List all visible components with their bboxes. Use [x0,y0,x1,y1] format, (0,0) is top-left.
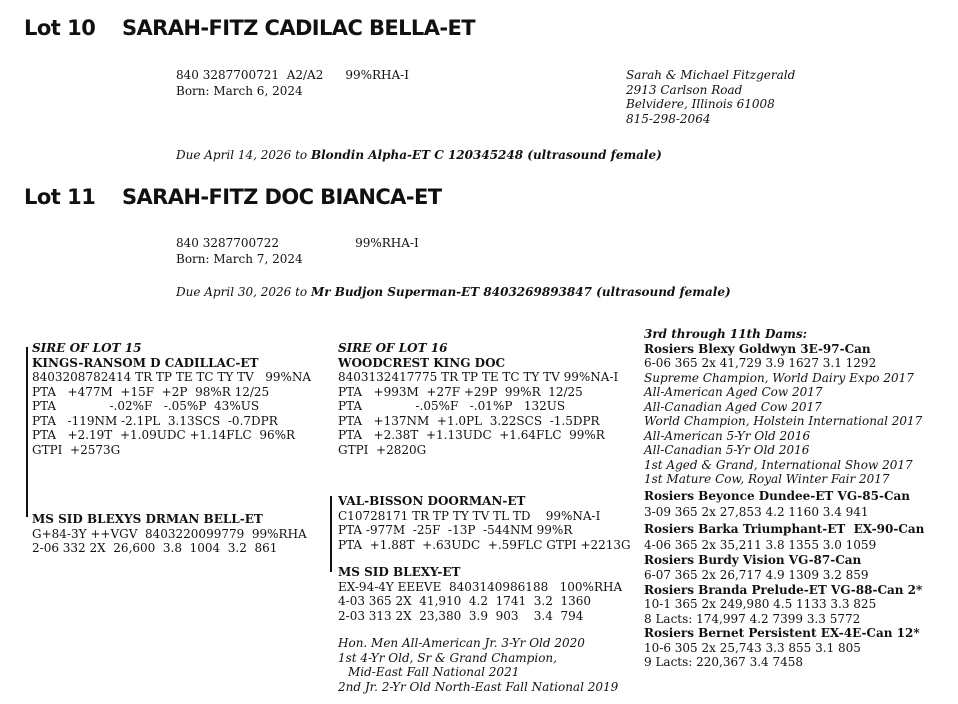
granddam-honor: Mid-East Fall National 2021 [348,665,520,679]
lot10-name: SARAH-FITZ CADILAC BELLA-ET [122,16,475,40]
granddam-line: EX-94-4Y EEEVE 8403140986188 100%RHA [338,579,623,594]
dam-honor: Supreme Champion, World Dairy Expo 2017 [644,370,914,385]
sire16-heading: SIRE OF LOT 16 [338,341,448,355]
sire15-line: PTA -119NM -2.1PL 3.13SCS -0.7DPR [32,413,278,428]
dam-honor: All-Canadian Aged Cow 2017 [644,399,822,414]
granddam-block [338,565,622,623]
lot11-id [176,236,419,251]
dam15-line: 2-06 332 2X 26,600 3.8 1004 3.2 861 [32,541,278,555]
lot10-id [176,68,409,83]
consignor-name: Sarah & Michael Fitzgerald [626,68,796,82]
granddam-honor: Hon. Men All-American Jr. 3-Yr Old 2020 [338,636,585,650]
lot11-rha: 99%RHA-I [355,236,419,250]
lot11-name: SARAH-FITZ DOC BIANCA-ET [122,185,442,209]
sire16-line: 8403132417775 TR TP TE TC TY TV 99%NA-I [338,370,619,384]
lot11-due-service: Mr Budjon Superman-ET 8403269893847 (ultrasound female) [310,285,731,299]
granddam-honor: 2nd Jr. 2-Yr Old North-East Fall National 2019 [338,679,619,694]
granddam-honor: 1st 4-Yr Old, Sr & Grand Champion, [338,650,557,665]
sire15-line: PTA -.02%F -.05%P 43%US [32,399,260,413]
dam-record: 9 Lacts: 220,367 3.4 7458 [644,655,804,669]
mgs-line: PTA +1.88T +.63UDC +.59FLC GTPI +2213G [338,537,631,552]
mgs-line: PTA -977M -25F -13P -544NM 99%R [338,523,573,537]
sire16-line: PTA -.05%F -.01%P 132US [338,399,566,413]
dam-name: Rosiers Blexy Goldwyn 3E-97-Can [644,341,871,356]
dam-record: 8 Lacts: 174,997 4.2 7399 3.3 5772 [644,611,861,626]
dam-name: Rosiers Beyonce Dundee-ET VG-85-Can [644,488,911,503]
mgs-line: C10728171 TR TP TY TV TL TD 99%NA-I [338,508,601,523]
dam-honor: All-Canadian 5-Yr Old 2016 [644,443,810,457]
granddam-line: 4-03 365 2X 41,910 4.2 1741 3.2 1360 [338,594,592,608]
sire15-line: 8403208782414 TR TP TE TC TY TV 99%NA [32,370,312,384]
sire16-line: PTA +2.38T +1.13UDC +1.64FLC 99%R [338,428,605,442]
dam-record: 6-07 365 2x 26,717 4.9 1309 3.2 859 [644,568,869,582]
lot11-due-prefix: Due April 30, 2026 to [176,285,311,299]
dams-column [644,327,924,670]
mgs-block [338,494,631,552]
dam15-line: G+84-3Y ++VGV 8403220099779 99%RHA [32,526,307,541]
lot10-rha: 99%RHA-I [345,68,409,82]
sire15-line: PTA +477M +15F +2P 98%R 12/25 [32,384,270,399]
dam-honor: World Champion, Holstein International 2017 [644,414,923,428]
dam-name: Rosiers Bernet Persistent EX-4E-Can 12* [644,626,920,640]
dam-honor: 1st Aged & Grand, International Show 2017 [644,457,913,472]
dam15-name: MS SID BLEXYS DRMAN BELL-ET [32,512,263,526]
dams-heading: 3rd through 11th Dams: [644,327,808,341]
lot10-id-line: 840 3287700721 A2/A2 [176,68,324,82]
sire15-line: PTA +2.19T +1.09UDC +1.14FLC 96%R [32,428,296,442]
sire16-line: GTPI +2820G [338,442,427,457]
pedigree-bracket-left [26,347,28,517]
sire16-line: PTA +137NM +1.0PL 3.22SCS -1.5DPR [338,413,600,428]
sire15-block [32,341,311,457]
lot10-number: Lot 10 [24,16,96,40]
sire15-heading: SIRE OF LOT 15 [32,341,142,355]
dam-record: 4-06 365 2x 35,211 3.8 1355 3.0 1059 [644,538,877,552]
lot10-consignor [626,68,795,126]
dam-name: Rosiers Branda Prelude-ET VG-88-Can 2* [644,582,923,597]
dam-record: 10-1 365 2x 249,980 4.5 1133 3.3 825 [644,597,877,611]
lot10-due-service: Blondin Alpha-ET C 120345248 (ultrasound female) [310,148,662,162]
sire15-line: GTPI +2573G [32,442,121,457]
dam-record: 6-06 365 2x 41,729 3.9 1627 3.1 1292 [644,356,877,370]
consignor-street: 2913 Carlson Road [626,82,743,97]
dam-record: 3-09 365 2x 27,853 4.2 1160 3.4 941 [644,505,869,519]
lot10-due [176,148,662,163]
lot11-due [176,285,731,300]
dam-name: Rosiers Burdy Vision VG-87-Can [644,552,862,567]
lot10-due-prefix: Due April 14, 2026 to [176,148,311,162]
granddam-name: MS SID BLEXY-ET [338,565,461,579]
consignor-city: Belvidere, Illinois 61008 [626,97,775,111]
granddam-honors [338,636,618,694]
sire16-line: PTA +993M +27F +29P 99%R 12/25 [338,384,583,399]
dam-record: 10-6 305 2x 25,743 3.3 855 3.1 805 [644,640,861,655]
dam-honor: 1st Mature Cow, Royal Winter Fair 2017 [644,472,890,486]
lot11-number: Lot 11 [24,185,96,209]
consignor-phone: 815-298-2064 [626,111,711,126]
granddam-line: 2-03 313 2X 23,380 3.9 903 3.4 794 [338,608,584,623]
dam-name: Rosiers Barka Triumphant-ET EX-90-Can [644,521,925,536]
sire16-block [338,341,618,457]
dam15-block [32,512,307,556]
pedigree-bracket-middle [330,496,332,572]
lot10-born: Born: March 6, 2024 [176,84,303,98]
sire15-name: KINGS-RANSOM D CADILLAC-ET [32,355,259,370]
lot11-id-line: 840 3287700722 [176,236,280,250]
sire16-name: WOODCREST KING DOC [338,355,506,370]
dam-honor: All-American 5-Yr Old 2016 [644,428,811,443]
dam-honor: All-American Aged Cow 2017 [644,385,823,399]
mgs-name: VAL-BISSON DOORMAN-ET [338,494,526,508]
lot11-born: Born: March 7, 2024 [176,252,303,266]
